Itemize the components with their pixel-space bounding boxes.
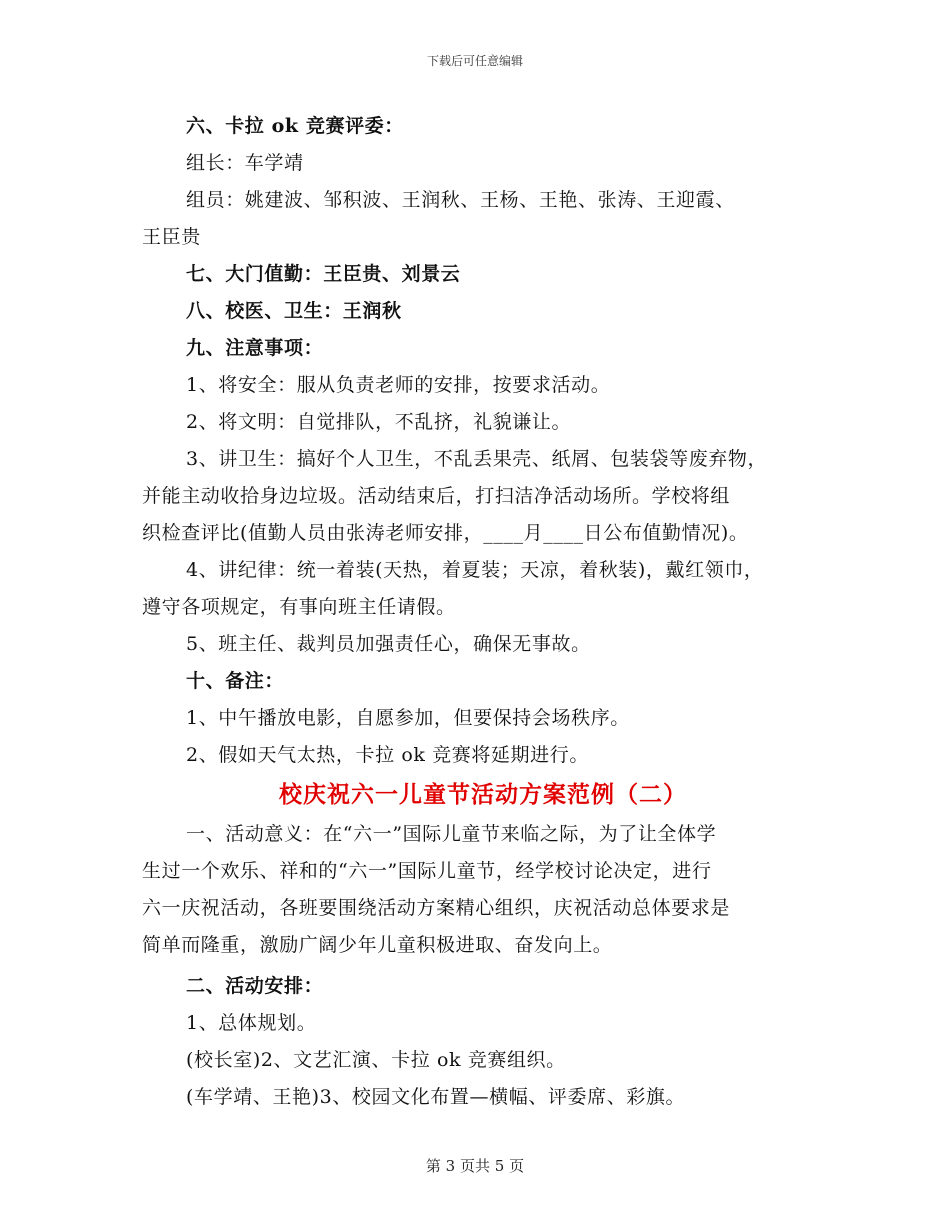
paragraph-line: 1、中午播放电影，自愿参加，但要保持会场秩序。 [186,707,630,729]
heading-gate-duty: 七、大门值勤：王臣贵、刘景云 [186,263,461,285]
paragraph-line: 六一庆祝活动，各班要围绕活动方案精心组织，庆祝活动总体要求是 [142,897,731,919]
heading-judges: 六、卡拉 ok 竞赛评委： [186,115,404,137]
paragraph-line: 一、活动意义：在“六一”国际儿童节来临之际，为了让全体学 [186,823,717,845]
paragraph-line: 生过一个欢乐、祥和的“六一”国际儿童节，经学校讨论决定，进行 [142,860,712,882]
paragraph-line: 王臣贵 [142,226,201,248]
paragraph-line: 组长：车学靖 [186,152,304,174]
paragraph-line: 并能主动收拾身边垃圾。活动结束后，打扫洁净活动场所。学校将组 [142,485,731,507]
paragraph-line: (车学靖、王艳)3、校园文化布置—横幅、评委席、彩旗。 [186,1086,686,1108]
paragraph-line: 4、讲纪律：统一着装(天热，着夏装；天凉，着秋装)，戴红领巾， [186,559,764,581]
paragraph-line: 3、讲卫生：搞好个人卫生，不乱丢果壳、纸屑、包装袋等废弃物， [186,448,768,470]
heading-arrangement: 二、活动安排： [186,975,324,997]
paragraph-line: 2、将文明：自觉排队，不乱挤，礼貌谦让。 [186,411,572,433]
paragraph-line: 简单而隆重，激励广阔少年儿童积极进取、奋发向上。 [142,934,613,956]
paragraph-line: (校长室)2、文艺汇演、卡拉 ok 竞赛组织。 [186,1049,566,1071]
document-body [142,108,814,1116]
paragraph-line: 组员：姚建波、邹积波、王润秋、王杨、王艳、张涛、王迎霞、 [186,189,735,211]
heading-notes: 九、注意事项： [186,337,324,359]
paragraph-line: 1、将安全：服从负责老师的安排，按要求活动。 [186,374,611,396]
paragraph-line: 1、总体规划。 [186,1012,317,1034]
page-footer: 第 3 页共 5 页 [425,1157,525,1175]
heading-medical: 八、校医、卫生：王润秋 [186,300,402,322]
page-header: 下载后可任意编辑 [426,54,523,68]
paragraph-line: 5、班主任、裁判员加强责任心，确保无事故。 [186,633,591,655]
paragraph-line: 2、假如天气太热，卡拉 ok 竞赛将延期进行。 [186,744,589,766]
heading-remarks: 十、备注： [186,670,285,692]
paragraph-line: 织检查评比(值勤人员由张涛老师安排，____月____日公布值勤情况)。 [142,522,749,544]
paragraph-line: 遵守各项规定，有事向班主任请假。 [142,596,456,618]
section-title: 校庆祝六一儿童节活动方案范例（二） [279,781,687,808]
